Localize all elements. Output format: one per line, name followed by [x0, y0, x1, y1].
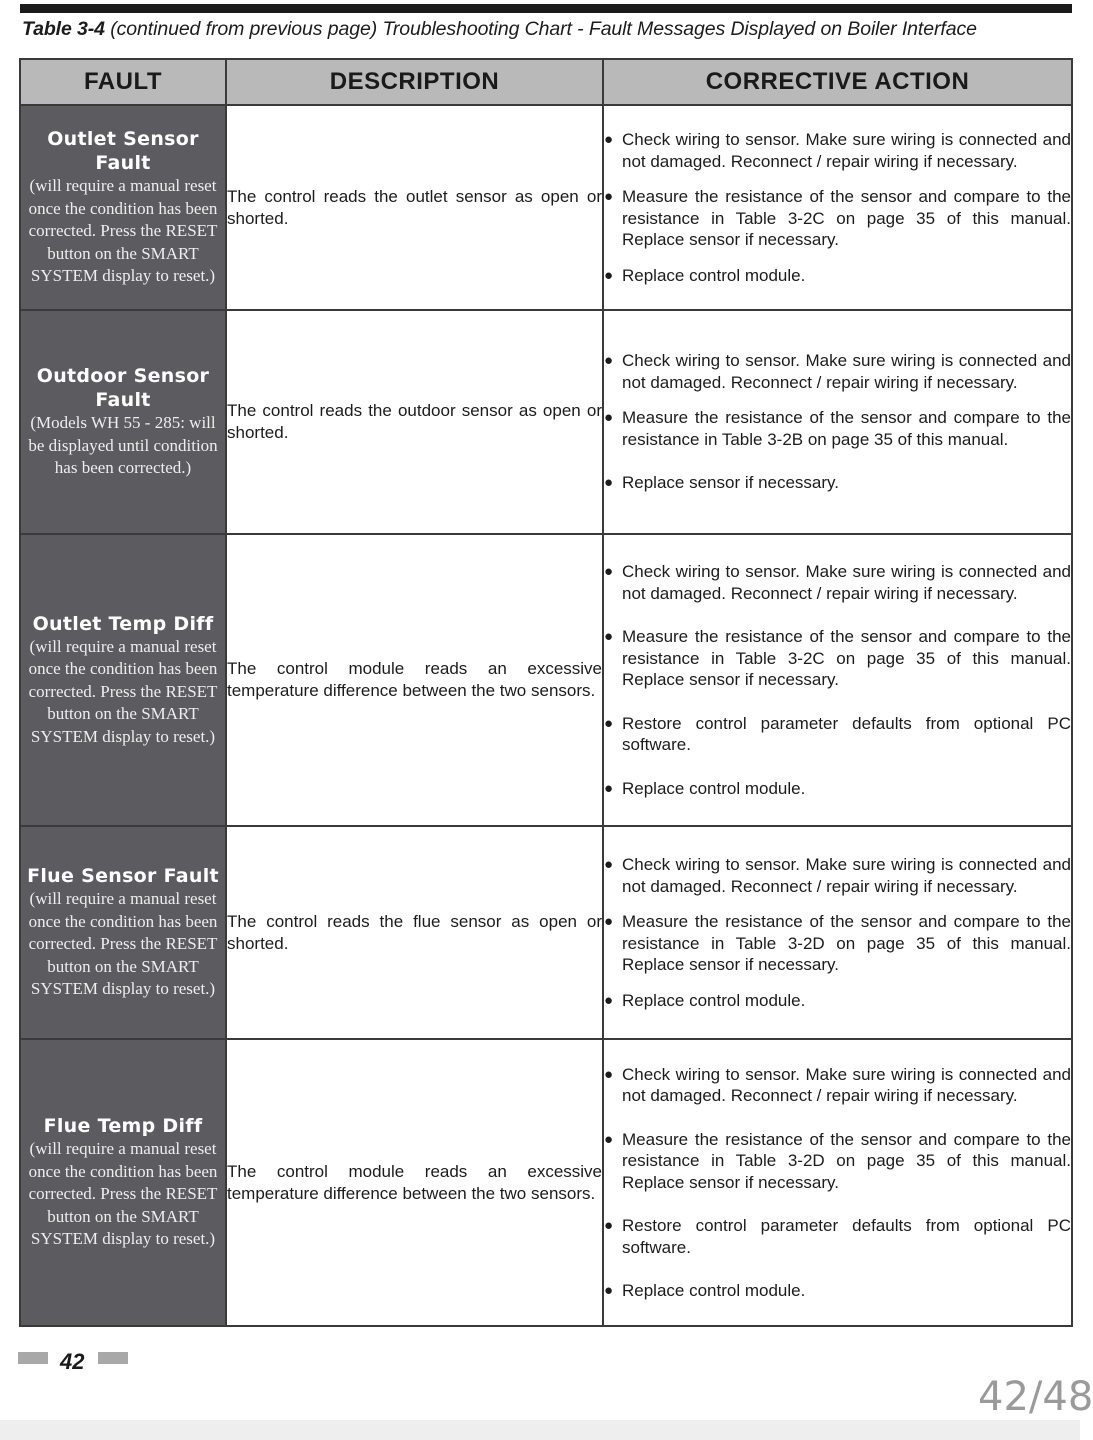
fault-name: Outlet Temp Diff — [32, 612, 214, 635]
description-cell: The control reads the outlet sensor as open or shorted. — [226, 105, 603, 310]
header-corrective-action: CORRECTIVE ACTION — [603, 59, 1072, 105]
description-cell: The control reads the outdoor sensor as open or shorted. — [226, 310, 603, 534]
bullet-icon: ● — [604, 474, 614, 492]
bullet-icon: ● — [604, 1217, 614, 1234]
table-row — [20, 310, 1072, 534]
troubleshooting-table — [19, 58, 1073, 1327]
action-item: ● Replace sensor if necessary. — [604, 473, 840, 493]
bullet-icon: ● — [604, 991, 614, 1009]
footer-bar-left — [18, 1352, 48, 1364]
fault-cell — [20, 534, 226, 826]
action-item: ● Check wiring to sensor. Make sure wiring is connected and not damaged. Reconnect / repair wiring if necessary. — [604, 1064, 1071, 1105]
corrective-action-cell — [603, 534, 1072, 826]
viewer-page-counter: 42/48 — [978, 1374, 1093, 1420]
bullet-icon: ● — [604, 1282, 614, 1299]
header-description: DESCRIPTION — [226, 59, 603, 105]
fault-cell — [20, 1039, 226, 1326]
fault-name: Outlet Sensor Fault — [47, 128, 199, 175]
viewer-bottom-bar — [0, 1420, 1080, 1440]
corrective-action-cell — [603, 1039, 1072, 1326]
fault-note: (will require a manual reset once the condition has been corrected. Press the RESET button on the SMART SYSTEM display to reset.) — [28, 636, 218, 746]
table-row — [20, 1039, 1072, 1326]
bullet-icon: ● — [604, 352, 614, 370]
fault-note: (Models WH 55 - 285: will be displayed until condition has been corrected.) — [28, 413, 218, 478]
bullet-icon: ● — [604, 1065, 614, 1083]
action-item: ● Measure the resistance of the sensor and compare to the resistance in Table 3-2B on page 35 of this manual. — [604, 408, 1071, 449]
action-item: ● Check wiring to sensor. Make sure wiring is connected and not damaged. Reconnect / repair wiring if necessary. — [604, 562, 1071, 603]
action-item: ● Replace control module. — [604, 778, 806, 798]
fault-name: Flue Sensor Fault — [27, 865, 219, 888]
table-row — [20, 105, 1072, 310]
fault-note: (will require a manual reset once the condition has been corrected. Press the RESET button on the SMART SYSTEM display to reset.) — [28, 176, 218, 286]
action-item: ● Measure the resistance of the sensor and compare to the resistance in Table 3-2D on page 35 of this manual. Replace sensor if necessary. — [604, 1129, 1071, 1192]
action-item: ● Replace control module. — [604, 1281, 806, 1300]
table-header-row — [20, 59, 1072, 105]
bullet-icon: ● — [604, 913, 614, 930]
corrective-action-cell — [603, 105, 1072, 310]
fault-name: Outdoor Sensor Fault — [36, 365, 210, 412]
table-caption — [22, 18, 1072, 41]
fault-cell — [20, 310, 226, 534]
fault-cell — [20, 826, 226, 1039]
bullet-icon: ● — [604, 628, 614, 645]
description-cell: The control module reads an excessive temperature difference between the two sensors. — [226, 534, 603, 826]
bullet-icon: ● — [604, 266, 614, 284]
bullet-icon: ● — [604, 409, 614, 427]
top-rule — [20, 4, 1072, 13]
footer-bar-right — [98, 1352, 128, 1364]
bullet-icon: ● — [604, 856, 614, 873]
action-item: ● Check wiring to sensor. Make sure wiring is connected and not damaged. Reconnect / repair wiring if necessary. — [604, 855, 1071, 896]
bullet-icon: ● — [604, 188, 614, 205]
fault-note: (will require a manual reset once the condition has been corrected. Press the RESET button on the SMART SYSTEM display to reset.) — [28, 889, 218, 999]
page-number: 42 — [60, 1349, 85, 1374]
corrective-action-cell — [603, 310, 1072, 534]
bullet-icon: ● — [604, 779, 614, 797]
action-item: ● Restore control parameter defaults from optional PC software. — [604, 1216, 1071, 1257]
table-row — [20, 534, 1072, 826]
bullet-icon: ● — [604, 131, 614, 148]
description-cell: The control module reads an excessive temperature difference between the two sensors. — [226, 1039, 603, 1326]
fault-name: Flue Temp Diff — [43, 1115, 203, 1138]
bullet-icon: ● — [604, 714, 614, 732]
bullet-icon: ● — [604, 563, 614, 580]
action-item: ● Check wiring to sensor. Make sure wiring is connected and not damaged. Reconnect / repair wiring if necessary. — [604, 351, 1071, 392]
fault-note: (will require a manual reset once the condition has been corrected. Press the RESET button on the SMART SYSTEM display to reset.) — [28, 1139, 218, 1249]
action-item: ● Check wiring to sensor. Make sure wiring is connected and not damaged. Reconnect / repair wiring if necessary. — [604, 130, 1071, 171]
action-item: ● Measure the resistance of the sensor and compare to the resistance in Table 3-2D on page 35 of this manual. Replace sensor if necessary. — [604, 912, 1071, 974]
action-item: ● Measure the resistance of the sensor and compare to the resistance in Table 3-2C on page 35 of this manual. Replace sensor if necessary. — [604, 627, 1071, 689]
action-item: ● Replace control module. — [604, 265, 806, 285]
table-row — [20, 826, 1072, 1039]
fault-cell — [20, 105, 226, 310]
description-cell: The control reads the flue sensor as open or shorted. — [226, 826, 603, 1039]
corrective-action-cell — [603, 826, 1072, 1039]
action-item: ● Measure the resistance of the sensor and compare to the resistance in Table 3-2C on page 35 of this manual. Replace sensor if necessary. — [604, 187, 1071, 249]
action-item: ● Restore control parameter defaults from optional PC software. — [604, 713, 1071, 754]
header-fault: FAULT — [20, 59, 226, 105]
table-caption-label: Table 3-4 — [22, 18, 105, 40]
bullet-icon: ● — [604, 1130, 614, 1148]
action-item: ● Replace control module. — [604, 990, 806, 1010]
table-caption-text: (continued from previous page) Troubleshooting Chart - Fault Messages Displayed on Boiler Interface — [104, 18, 977, 40]
